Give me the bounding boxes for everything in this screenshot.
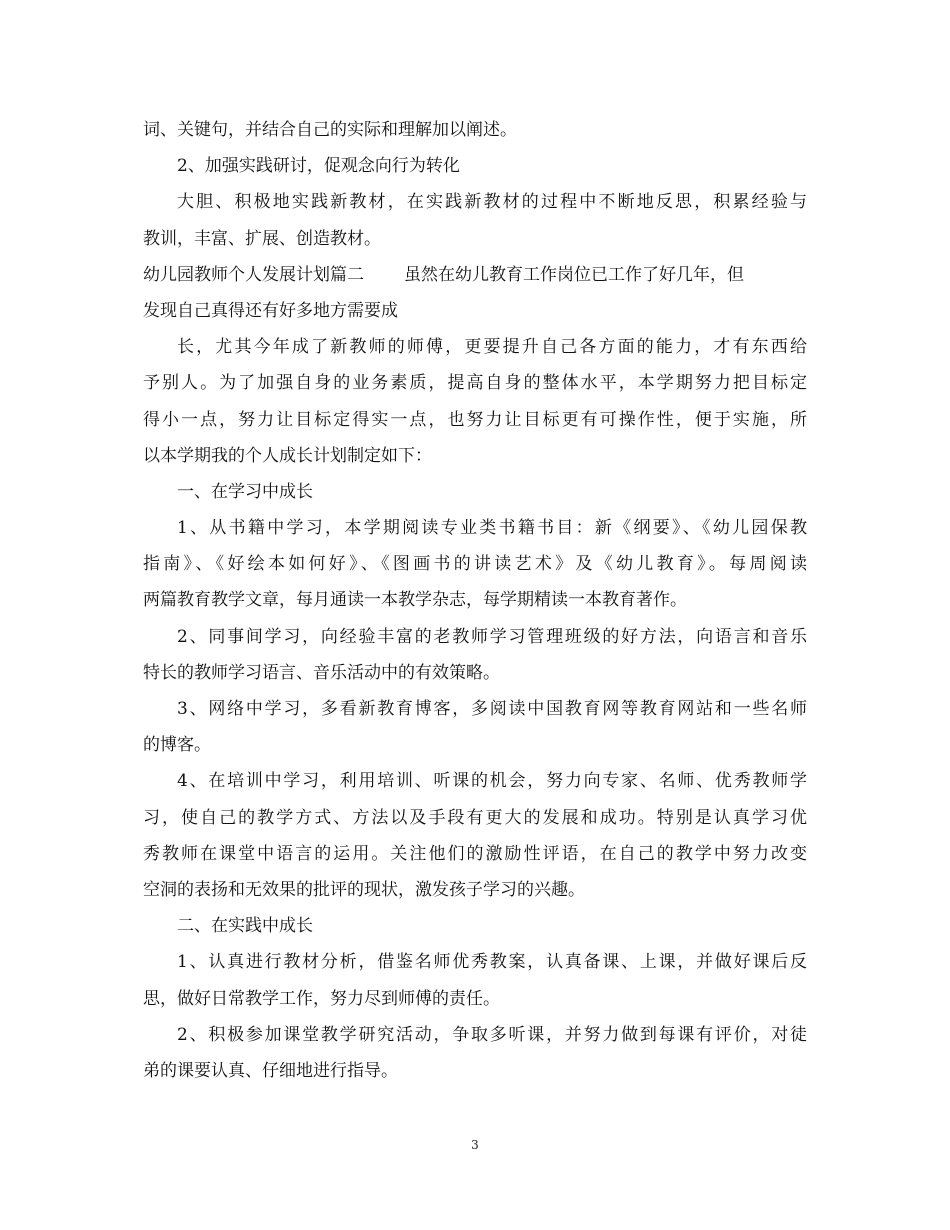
document-body [143,112,807,1089]
text-line: 空洞的表扬和无效果的批评的现状，激发孩子学习的兴趣。 [143,879,585,900]
page-number: 3 [471,1138,479,1152]
text-line: 大胆、积极地实践新教材，在实践新教材的过程中不断地反思，积累经验与 [177,192,807,213]
text-line: 秀教师在课堂中语言的运用。关注他们的激励性评语，在自己的教学中努力改变 [143,843,807,864]
text-line: 3、网络中学习，多看新教育博客，多阅读中国教育网等教育网站和一些名师 [177,699,807,719]
section-heading: 2、加强实践研讨，促观念向行为转化 [177,156,460,177]
text-line: 习，使自己的教学方式、方法以及手段有更大的发展和成功。特别是认真学习优 [143,807,807,828]
text-line: 得小一点，努力让目标定得实一点，也努力让目标更有可操作性，便于实施，所 [143,409,807,430]
section-heading: 一、在学习中成长 [177,481,313,502]
text-line: 1、认真进行教材分析，借鉴名师优秀教案，认真备课、上课，并做好课后反 [177,952,807,973]
text-line: 以本学期我的个人成长计划制定如下： [143,445,432,466]
text-line: 指南》、《好绘本如何好》、《图画书的讲读艺术》及《幼儿教育》。每周阅读 [143,554,807,575]
text-line: 发现自己真得还有好多地方需要成 [143,300,398,321]
text-line: 词、关键句，并结合自己的实际和理解加以阐述。 [143,120,517,140]
text-line: 2、同事间学习，向经验丰富的老教师学习管理班级的好方法，向语言和音乐 [177,626,807,647]
text-line: 4、在培训中学习，利用培训、听课的机会，努力向专家、名师、优秀教师学 [177,771,807,792]
article-title: 幼儿园教师个人发展计划篇二 [143,264,364,285]
section-heading: 二、在实践中成长 [177,916,313,937]
text-line: 2、积极参加课堂教学研究活动，争取多听课，并努力做到每课有评价，对徒 [177,1024,807,1045]
text-line: 弟的课要认真、仔细地进行指导。 [143,1060,398,1081]
text-line: 的博客。 [143,735,211,756]
article-title-line [143,257,807,293]
text-line: 思，做好日常教学工作，努力尽到师傅的责任。 [143,988,500,1009]
text-line: 长，尤其今年成了新教师的师傅，更要提升自己各方面的能力，才有东西给 [177,337,807,358]
text-line: 特长的教师学习语言、音乐活动中的有效策略。 [143,662,500,683]
text-line: 两篇教育教学文章，每月通读一本教学杂志，每学期精读一本教育著作。 [143,590,687,611]
text-line: 教训，丰富、扩展、创造教材。 [143,228,381,249]
text-line: 1、从书籍中学习，本学期阅读专业类书籍书目：新《纲要》、《幼儿园保教 [177,518,807,539]
text-fragment: 虽然在幼儿教育工作岗位已工作了好几年，但 [404,264,744,285]
text-line: 予别人。为了加强自身的业务素质，提高自身的整体水平，本学期努力把目标定 [143,373,807,394]
